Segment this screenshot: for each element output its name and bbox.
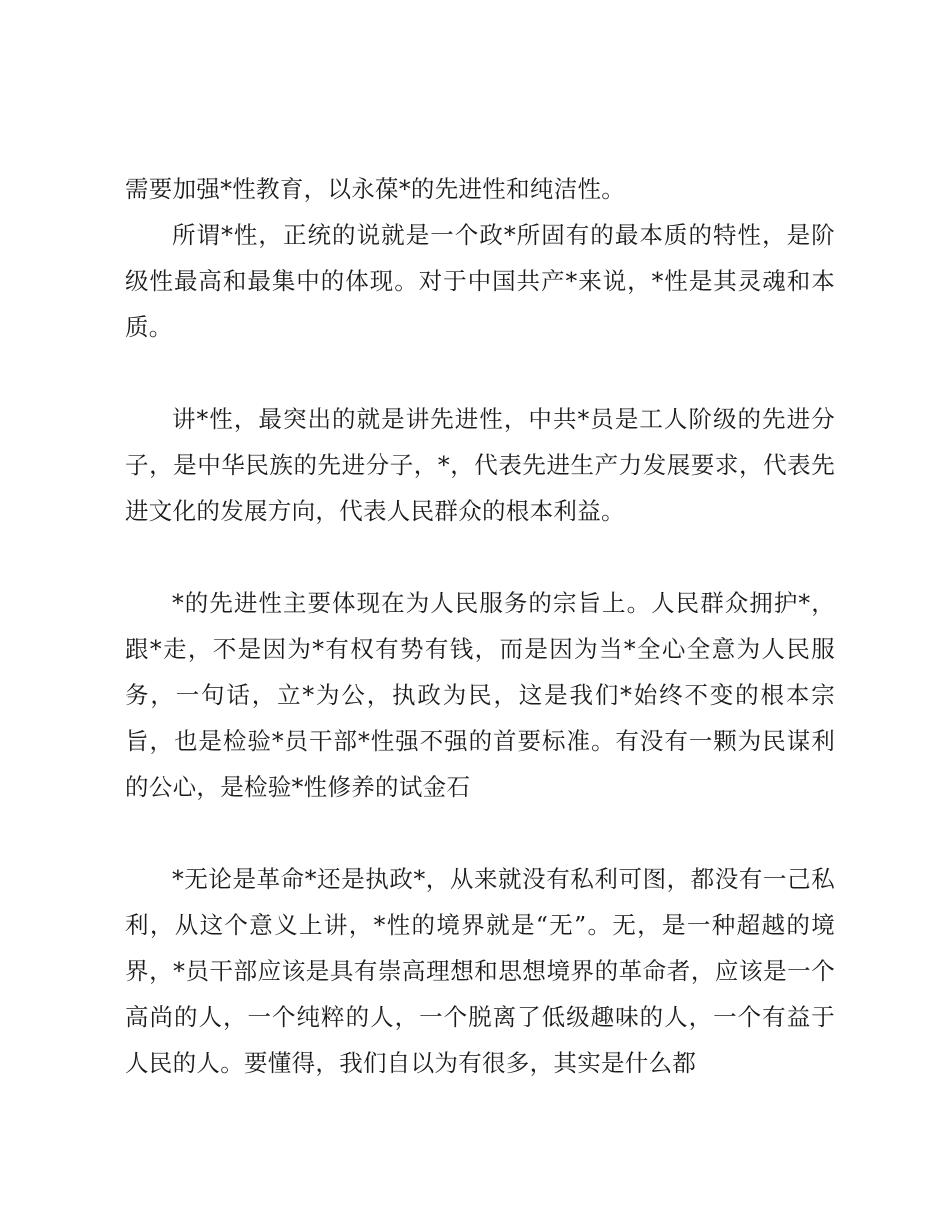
paragraph-selfless: *无论是革命*还是执政*，从来就没有私利可图，都没有一己私利，从这个意义上讲，*性的境界就是“无”。无，是一种超越的境界，*员干部应该是具有崇高理想和思想境界的革命者，应该是一个高尚的人，一个纯粹的人，一个脱离了低级趣味的人，一个有益于人民的人。要懂得，我们自以为有很多，其实是什么都 [125, 865, 835, 1077]
paragraph-definition: 所谓*性，正统的说就是一个政*所固有的最本质的特性，是阶级性最高和最集中的体现。对于中国共产*来说，*性是其灵魂和本质。 [125, 221, 835, 341]
paragraph-continuation: 需要加强*性教育，以永葆*的先进性和纯洁性。 [125, 175, 626, 203]
paragraph-advanced-nature: 讲*性，最突出的就是讲先进性，中共*员是工人阶级的先进分子，是中华民族的先进分子，*，代表先进生产力发展要求，代表先进文化的发展方向，代表人民群众的根本利益。 [125, 405, 835, 525]
paragraph-serve-people: *的先进性主要体现在为人民服务的宗旨上。人民群众拥护*，跟*走，不是因为*有权有势有钱，而是因为当*全心全意为人民服务，一句话，立*为公，执政为民，这是我们*始终不变的根本宗旨，也是检验*员干部*性强不强的首要标准。有没有一颗为民谋利的公心，是检验*性修养的试金石 [125, 589, 835, 801]
document-body [125, 166, 835, 1086]
